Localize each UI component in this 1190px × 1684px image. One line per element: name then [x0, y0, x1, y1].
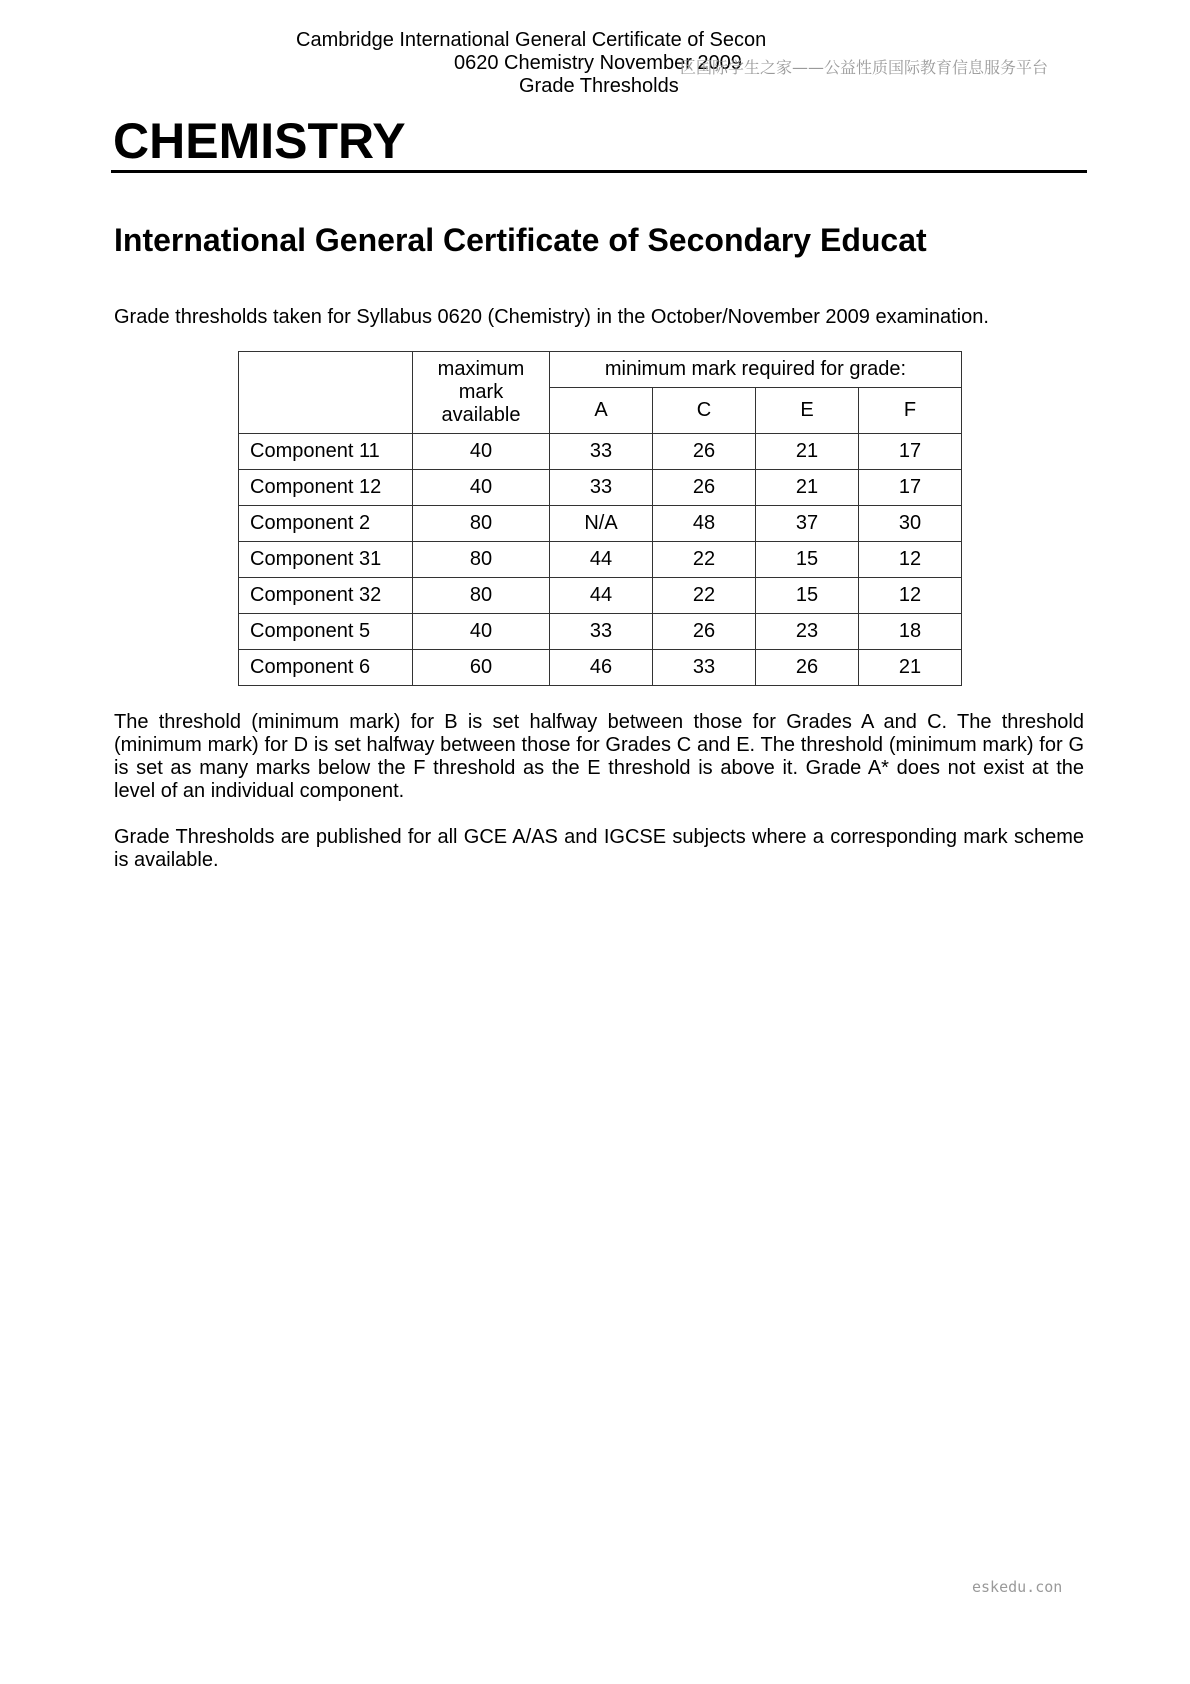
intro-text: Grade thresholds taken for Syllabus 0620 (Chemistry) in the October/November 2009 examination.	[114, 306, 989, 328]
table-row	[239, 470, 962, 506]
grade-a-cell: 33	[550, 614, 653, 650]
component-cell: Component 2	[239, 506, 413, 542]
grade-letter-a: A	[550, 388, 653, 434]
grade-c-cell: 22	[653, 578, 756, 614]
header-line-2: 0620 Chemistry November 2009	[454, 52, 742, 74]
publication-note: Grade Thresholds are published for all GCE A/AS and IGCSE subjects where a corresponding mark scheme is available.	[114, 826, 1084, 871]
max-mark-cell: 40	[413, 614, 550, 650]
table-row	[239, 434, 962, 470]
grade-e-cell: 15	[756, 578, 859, 614]
table-row	[239, 506, 962, 542]
max-mark-cell: 40	[413, 470, 550, 506]
grade-a-cell: 46	[550, 650, 653, 686]
grade-c-cell: 22	[653, 542, 756, 578]
grade-letter-f: F	[859, 388, 962, 434]
grade-e-cell: 15	[756, 542, 859, 578]
max-mark-header	[413, 352, 550, 434]
grade-a-cell: 33	[550, 434, 653, 470]
grade-c-cell: 48	[653, 506, 756, 542]
grade-a-cell: N/A	[550, 506, 653, 542]
grade-c-cell: 26	[653, 614, 756, 650]
grade-f-cell: 17	[859, 434, 962, 470]
grade-letter-e: E	[756, 388, 859, 434]
max-header-line: maximum	[437, 358, 525, 380]
component-cell: Component 5	[239, 614, 413, 650]
table-row	[239, 542, 962, 578]
title-divider	[111, 170, 1087, 173]
grade-c-cell: 26	[653, 470, 756, 506]
grade-threshold-table	[238, 351, 962, 686]
component-cell: Component 12	[239, 470, 413, 506]
max-header-line: available	[441, 404, 521, 426]
grade-e-cell: 26	[756, 650, 859, 686]
grade-c-cell: 33	[653, 650, 756, 686]
table-row	[239, 614, 962, 650]
max-header-line: mark	[458, 381, 504, 403]
component-cell: Component 11	[239, 434, 413, 470]
grade-f-cell: 12	[859, 542, 962, 578]
grade-c-cell: 26	[653, 434, 756, 470]
grade-f-cell: 12	[859, 578, 962, 614]
grade-letter-c: C	[653, 388, 756, 434]
empty-header-cell	[239, 352, 413, 434]
header-line-1: Cambridge International General Certificate of Secon	[296, 29, 767, 51]
grade-f-cell: 30	[859, 506, 962, 542]
grade-a-cell: 33	[550, 470, 653, 506]
grade-f-cell: 18	[859, 614, 962, 650]
table-header-row	[239, 352, 962, 388]
grade-e-cell: 23	[756, 614, 859, 650]
table-body	[239, 434, 962, 686]
page-title: CHEMISTRY	[113, 113, 406, 169]
threshold-note: The threshold (minimum mark) for B is set halfway between those for Grades A and C. The threshold (minimum mark) for D is set halfway between those for Grades C and E. The threshold (minimum mark) for G is set as many marks below the F threshold as the E threshold is above it. Grade A* does not exist at the level of an individual component.	[114, 711, 1084, 802]
table-row	[239, 578, 962, 614]
grade-e-cell: 21	[756, 434, 859, 470]
component-cell: Component 32	[239, 578, 413, 614]
grade-a-cell: 44	[550, 578, 653, 614]
grade-header: minimum mark required for grade:	[550, 352, 962, 388]
grade-f-cell: 17	[859, 470, 962, 506]
watermark-text: 区国际学生之家——公益性质国际教育信息服务平台	[680, 58, 1049, 77]
component-cell: Component 6	[239, 650, 413, 686]
max-mark-cell: 80	[413, 578, 550, 614]
header-line-3: Grade Thresholds	[519, 75, 679, 97]
footer-watermark: eskedu.con	[972, 1578, 1063, 1596]
max-mark-cell: 80	[413, 542, 550, 578]
grade-a-cell: 44	[550, 542, 653, 578]
grade-f-cell: 21	[859, 650, 962, 686]
max-mark-cell: 40	[413, 434, 550, 470]
max-mark-cell: 80	[413, 506, 550, 542]
page-subtitle: International General Certificate of Secondary Educat	[114, 222, 927, 258]
table-row	[239, 650, 962, 686]
component-cell: Component 31	[239, 542, 413, 578]
max-mark-cell: 60	[413, 650, 550, 686]
grade-e-cell: 37	[756, 506, 859, 542]
grade-e-cell: 21	[756, 470, 859, 506]
